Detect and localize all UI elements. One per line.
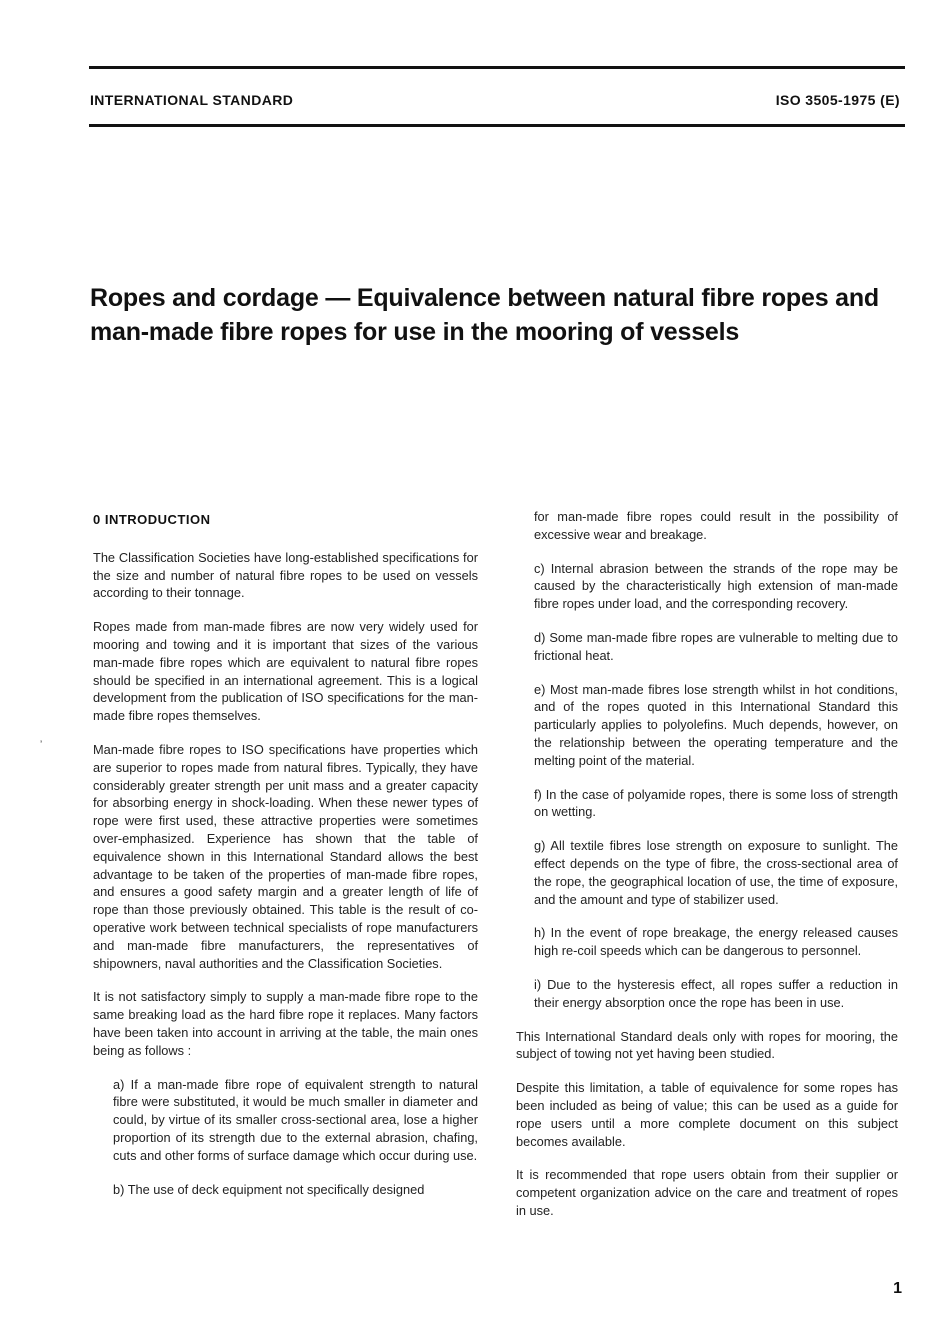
section-heading: 0 INTRODUCTION xyxy=(93,512,211,527)
right-column xyxy=(516,508,898,1236)
recommendation-paragraph: It is recommended that rope users obtain from their supplier or competent organization advice on the care and treatment of ropes in use. xyxy=(516,1167,898,1218)
list-item-f: f) In the case of polyamide ropes, there is some loss of strength on wetting. xyxy=(534,786,898,820)
standard-number: ISO 3505-1975 (E) xyxy=(775,92,900,108)
document-type-label: INTERNATIONAL STANDARD xyxy=(90,92,294,108)
scope-paragraph: This International Standard deals only with ropes for mooring, the subject of towing not yet having been studied. xyxy=(516,1028,898,1062)
page-number: 1 xyxy=(893,1280,902,1297)
limitation-paragraph: Despite this limitation, a table of equivalence for some ropes has been included as being of value; this can be used as a guide for rope users until a more complete document on this subject becomes available. xyxy=(516,1080,898,1149)
list-item-b: b) The use of deck equipment not specifically designed xyxy=(113,1181,425,1197)
list-item-c: c) Internal abrasion between the strands of the rope may be caused by the characteristically high extension of man-made fibre ropes under load, and the corresponding recovery. xyxy=(534,560,898,612)
header-bottom-rule xyxy=(89,124,905,127)
document-title: Ropes and cordage — Equivalence between natural fibre ropes and man-made fibre ropes for use in the mooring of vessels xyxy=(90,284,879,346)
list-item-g: g) All textile fibres lose strength on exposure to sunlight. The effect depends on the type of fibre, the cross-sectional area of the rope, the geographical location of use, the time of exposure, and the amount and type of stabilizer used. xyxy=(534,838,898,907)
margin-mark: ʼ xyxy=(40,740,43,751)
left-column xyxy=(93,508,478,1214)
list-item-b-continued: for man-made fibre ropes could result in the possibility of excessive wear and breakage. xyxy=(534,509,898,542)
list-item-e: e) Most man-made fibres lose strength whilst in hot conditions, and of the ropes quoted in this International Standard this particularly applies to polyolefins. Much depends, however, on the relationship between the operating temperature and the melting point of the material. xyxy=(534,681,898,768)
list-item-d: d) Some man-made fibre ropes are vulnerable to melting due to frictional heat. xyxy=(534,629,898,663)
intro-paragraph: Man-made fibre ropes to ISO specifications have properties which are superior to ropes made from natural fibres. Typically, they have considerably greater strength per unit mass and a greater capacity for absorbing energy in shock-loading. When these newer types of rope were first used, these attractive properties were sometimes over-emphasized. Experience has shown that the table of equivalence shown in this International Standard allows the best advantage to be taken of the properties of man-made fibre ropes, and ensures a good safety margin and a greater length of life of rope than those previously obtained. This table is the result of co-operative work between technical specialists of rope manufacturers and man-made fibre manufacturers, the representatives of shipowners, naval authorities and the Classification Societies. xyxy=(93,741,478,971)
intro-paragraph: Ropes made from man-made fibres are now very widely used for mooring and towing and it is important that sizes of the various man-made fibre ropes which are equivalent to natural fibre ropes should be specified in an international agreement. This is a logical development from the publication of ISO specifications for the man-made fibre ropes themselves. xyxy=(93,619,478,724)
intro-paragraph: It is not satisfactory simply to supply a man-made fibre rope to the same breaking load as the hard fibre rope it replaces. Many factors have been taken into account in arriving at the table, the main ones being as follows : xyxy=(93,989,478,1058)
list-item-i: i) Due to the hysteresis effect, all ropes suffer a reduction in their energy absorption once the rope has been in use. xyxy=(534,976,898,1010)
list-item-h: h) In the event of rope breakage, the energy released causes high re-coil speeds which can be dangerous to personnel. xyxy=(534,925,898,959)
intro-paragraph: The Classification Societies have long-established specifications for the size and number of natural fibre ropes to be used on vessels according to their tonnage. xyxy=(93,549,478,601)
header-top-rule xyxy=(89,66,905,69)
list-item-a: a) If a man-made fibre rope of equivalent strength to natural fibre were substituted, it would be much smaller in diameter and could, by virtue of its smaller cross-sectional area, lose a higher proportion of its strength due to the external abrasion, chafing, cuts and other forms of surface damage which occur during use. xyxy=(113,1076,478,1163)
